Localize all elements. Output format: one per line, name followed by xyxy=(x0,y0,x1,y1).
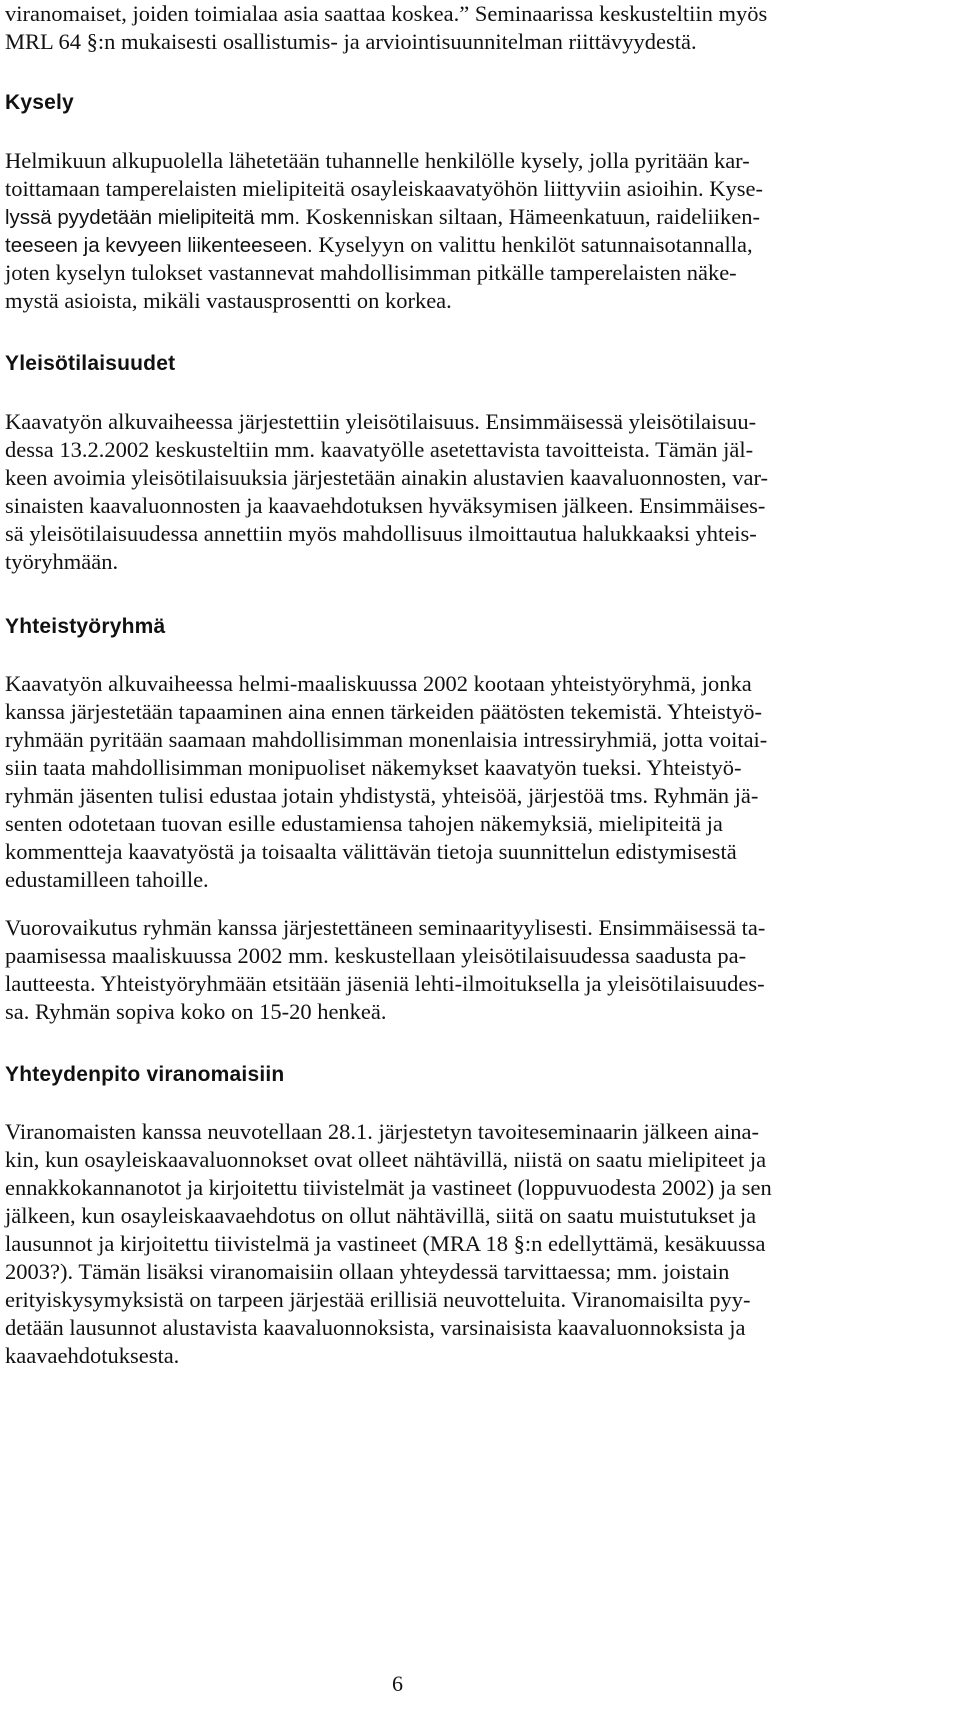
kysely-line-3 xyxy=(5,203,760,232)
yhteydenpito-line-1: Viranomaisten kanssa neuvotellaan 28.1. järjestetyn tavoiteseminaarin jälkeen aina- xyxy=(5,1119,760,1144)
yleisotilaisuudet-line-2: dessa 13.2.2002 keskusteltiin mm. kaavatyölle asetettavista tavoitteista. Tämän jäl- xyxy=(5,437,754,462)
yhteistyoryhma-p1-line-6: senten odotetaan tuovan esille edustamiensa tahojen näkemyksiä, mielipiteitä ja xyxy=(5,811,723,836)
kysely-line-1: Helmikuun alkupuolella lähetetään tuhannelle henkilölle kysely, jolla pyritään kar- xyxy=(5,148,750,173)
yleisotilaisuudet-line-1: Kaavatyön alkuvaiheessa järjestettiin yleisötilaisuus. Ensimmäisessä yleisötilaisuu- xyxy=(5,409,757,434)
yhteydenpito-line-4: jälkeen, kun osayleiskaavaehdotus on ollut nähtävillä, siitä on saatu muistutukset ja xyxy=(5,1203,757,1228)
kysely-line-5: joten kyselyn tulokset vastannevat mahdollisimman pitkälle tamperelaisten näke- xyxy=(5,260,737,285)
page-number: 6 xyxy=(392,1671,403,1696)
section-heading-kysely: Kysely xyxy=(5,91,74,114)
section-heading-yhteistyoryhma: Yhteistyöryhmä xyxy=(5,615,166,638)
yleisotilaisuudet-line-4: sinaisten kaavaluonnosten ja kaavaehdotuksen hyväksymisen jälkeen. Ensimmäises- xyxy=(5,493,766,518)
kysely-line-6: mystä asioista, mikäli vastausprosentti on korkea. xyxy=(5,288,452,313)
yhteistyoryhma-p1-line-7: kommentteja kaavatyöstä ja toisaalta välittävän tietoja suunnittelun edistymisestä xyxy=(5,839,737,864)
kysely-line-3-serif-part: Koskenniskan siltaan, Hämeenkatuun, raideliiken- xyxy=(300,204,760,229)
yhteydenpito-line-2: kin, kun osayleiskaavaluonnokset ovat olleet nähtävillä, niistä on saatu mielipiteet ja xyxy=(5,1147,767,1172)
yhteistyoryhma-p2-line-2: paamisessa maaliskuussa 2002 mm. keskustellaan yleisötilaisuudessa saadusta pa- xyxy=(5,943,747,968)
yhteydenpito-line-8: detään lausunnot alustavista kaavaluonnoksista, varsinaisista kaavaluonnoksista ja xyxy=(5,1315,746,1340)
yhteydenpito-line-3: ennakkokannanotot ja kirjoitettu tiivistelmät ja vastineet (loppuvuodesta 2002) ja sen xyxy=(5,1175,772,1200)
yhteistyoryhma-p2-line-4: sa. Ryhmän sopiva koko on 15-20 henkeä. xyxy=(5,999,387,1024)
section-heading-yhteydenpito: Yhteydenpito viranomaisiin xyxy=(5,1063,285,1086)
yhteydenpito-line-7: erityiskysymyksistä on tarpeen järjestää erillisiä neuvotteluita. Viranomaisilta pyy- xyxy=(5,1287,751,1312)
yleisotilaisuudet-line-6: työryhmään. xyxy=(5,549,119,574)
yhteistyoryhma-p1-line-8: edustamilleen tahoille. xyxy=(5,867,209,892)
kysely-line-3-sans-part: lyssä pyydetään mielipiteitä mm. xyxy=(5,206,301,229)
section-heading-yleisotilaisuudet: Yleisötilaisuudet xyxy=(5,352,176,375)
yhteydenpito-line-5: lausunnot ja kirjoitettu tiivistelmä ja vastineet (MRA 18 §:n edellyttämä, kesäkuussa xyxy=(5,1231,766,1256)
yhteydenpito-line-9: kaavaehdotuksesta. xyxy=(5,1343,180,1368)
yhteistyoryhma-p1-line-1: Kaavatyön alkuvaiheessa helmi-maaliskuussa 2002 kootaan yhteistyöryhmä, jonka xyxy=(5,671,752,696)
kysely-line-2: toittamaan tamperelaisten mielipiteitä osayleiskaavatyöhön liittyviin asioihin. Kyse- xyxy=(5,176,763,201)
yhteistyoryhma-p1-line-4: siin taata mahdollisimman monipuoliset näkemykset kaavatyön tueksi. Yhteistyö- xyxy=(5,755,742,780)
yhteistyoryhma-p2-line-1: Vuorovaikutus ryhmän kanssa järjestettäneen seminaarityylisesti. Ensimmäisessä ta- xyxy=(5,915,766,940)
intro-line-2: MRL 64 §:n mukaisesti osallistumis- ja arviointisuunnitelman riittävyydestä. xyxy=(5,29,697,54)
kysely-line-4 xyxy=(5,231,753,260)
kysely-line-4-serif-part: Kyselyyn on valittu henkilöt satunnaisotannalla, xyxy=(312,232,753,257)
intro-line-1: viranomaiset, joiden toimialaa asia saattaa koskea.” Seminaarissa keskusteltiin myös xyxy=(5,1,768,26)
yhteistyoryhma-p1-line-3: ryhmään pyritään saamaan mahdollisimman monenlaisia intressiryhmiä, jotta voitai- xyxy=(5,727,768,752)
yhteydenpito-line-6: 2003?). Tämän lisäksi viranomaisiin ollaan yhteydessä tarvittaessa; mm. joistain xyxy=(5,1259,730,1284)
yleisotilaisuudet-line-5: sä yleisötilaisuudessa annettiin myös mahdollisuus ilmoittautua halukkaaksi yhteis- xyxy=(5,521,757,546)
yhteistyoryhma-p2-line-3: lautteesta. Yhteistyöryhmään etsitään jäseniä lehti-ilmoituksella ja yleisötilaisuudes- xyxy=(5,971,765,996)
yleisotilaisuudet-line-3: keen avoimia yleisötilaisuuksia järjestetään ainakin alustavien kaavaluonnosten, var- xyxy=(5,465,769,490)
yhteistyoryhma-p1-line-2: kanssa järjestetään tapaaminen aina ennen tärkeiden päätösten tekemistä. Yhteistyö- xyxy=(5,699,762,724)
kysely-line-4-sans-part: teeseen ja kevyeen liikenteeseen. xyxy=(5,234,313,257)
yhteistyoryhma-p1-line-5: ryhmän jäsenten tulisi edustaa jotain yhdistystä, yhteisöä, järjestöä tms. Ryhmän jä- xyxy=(5,783,759,808)
